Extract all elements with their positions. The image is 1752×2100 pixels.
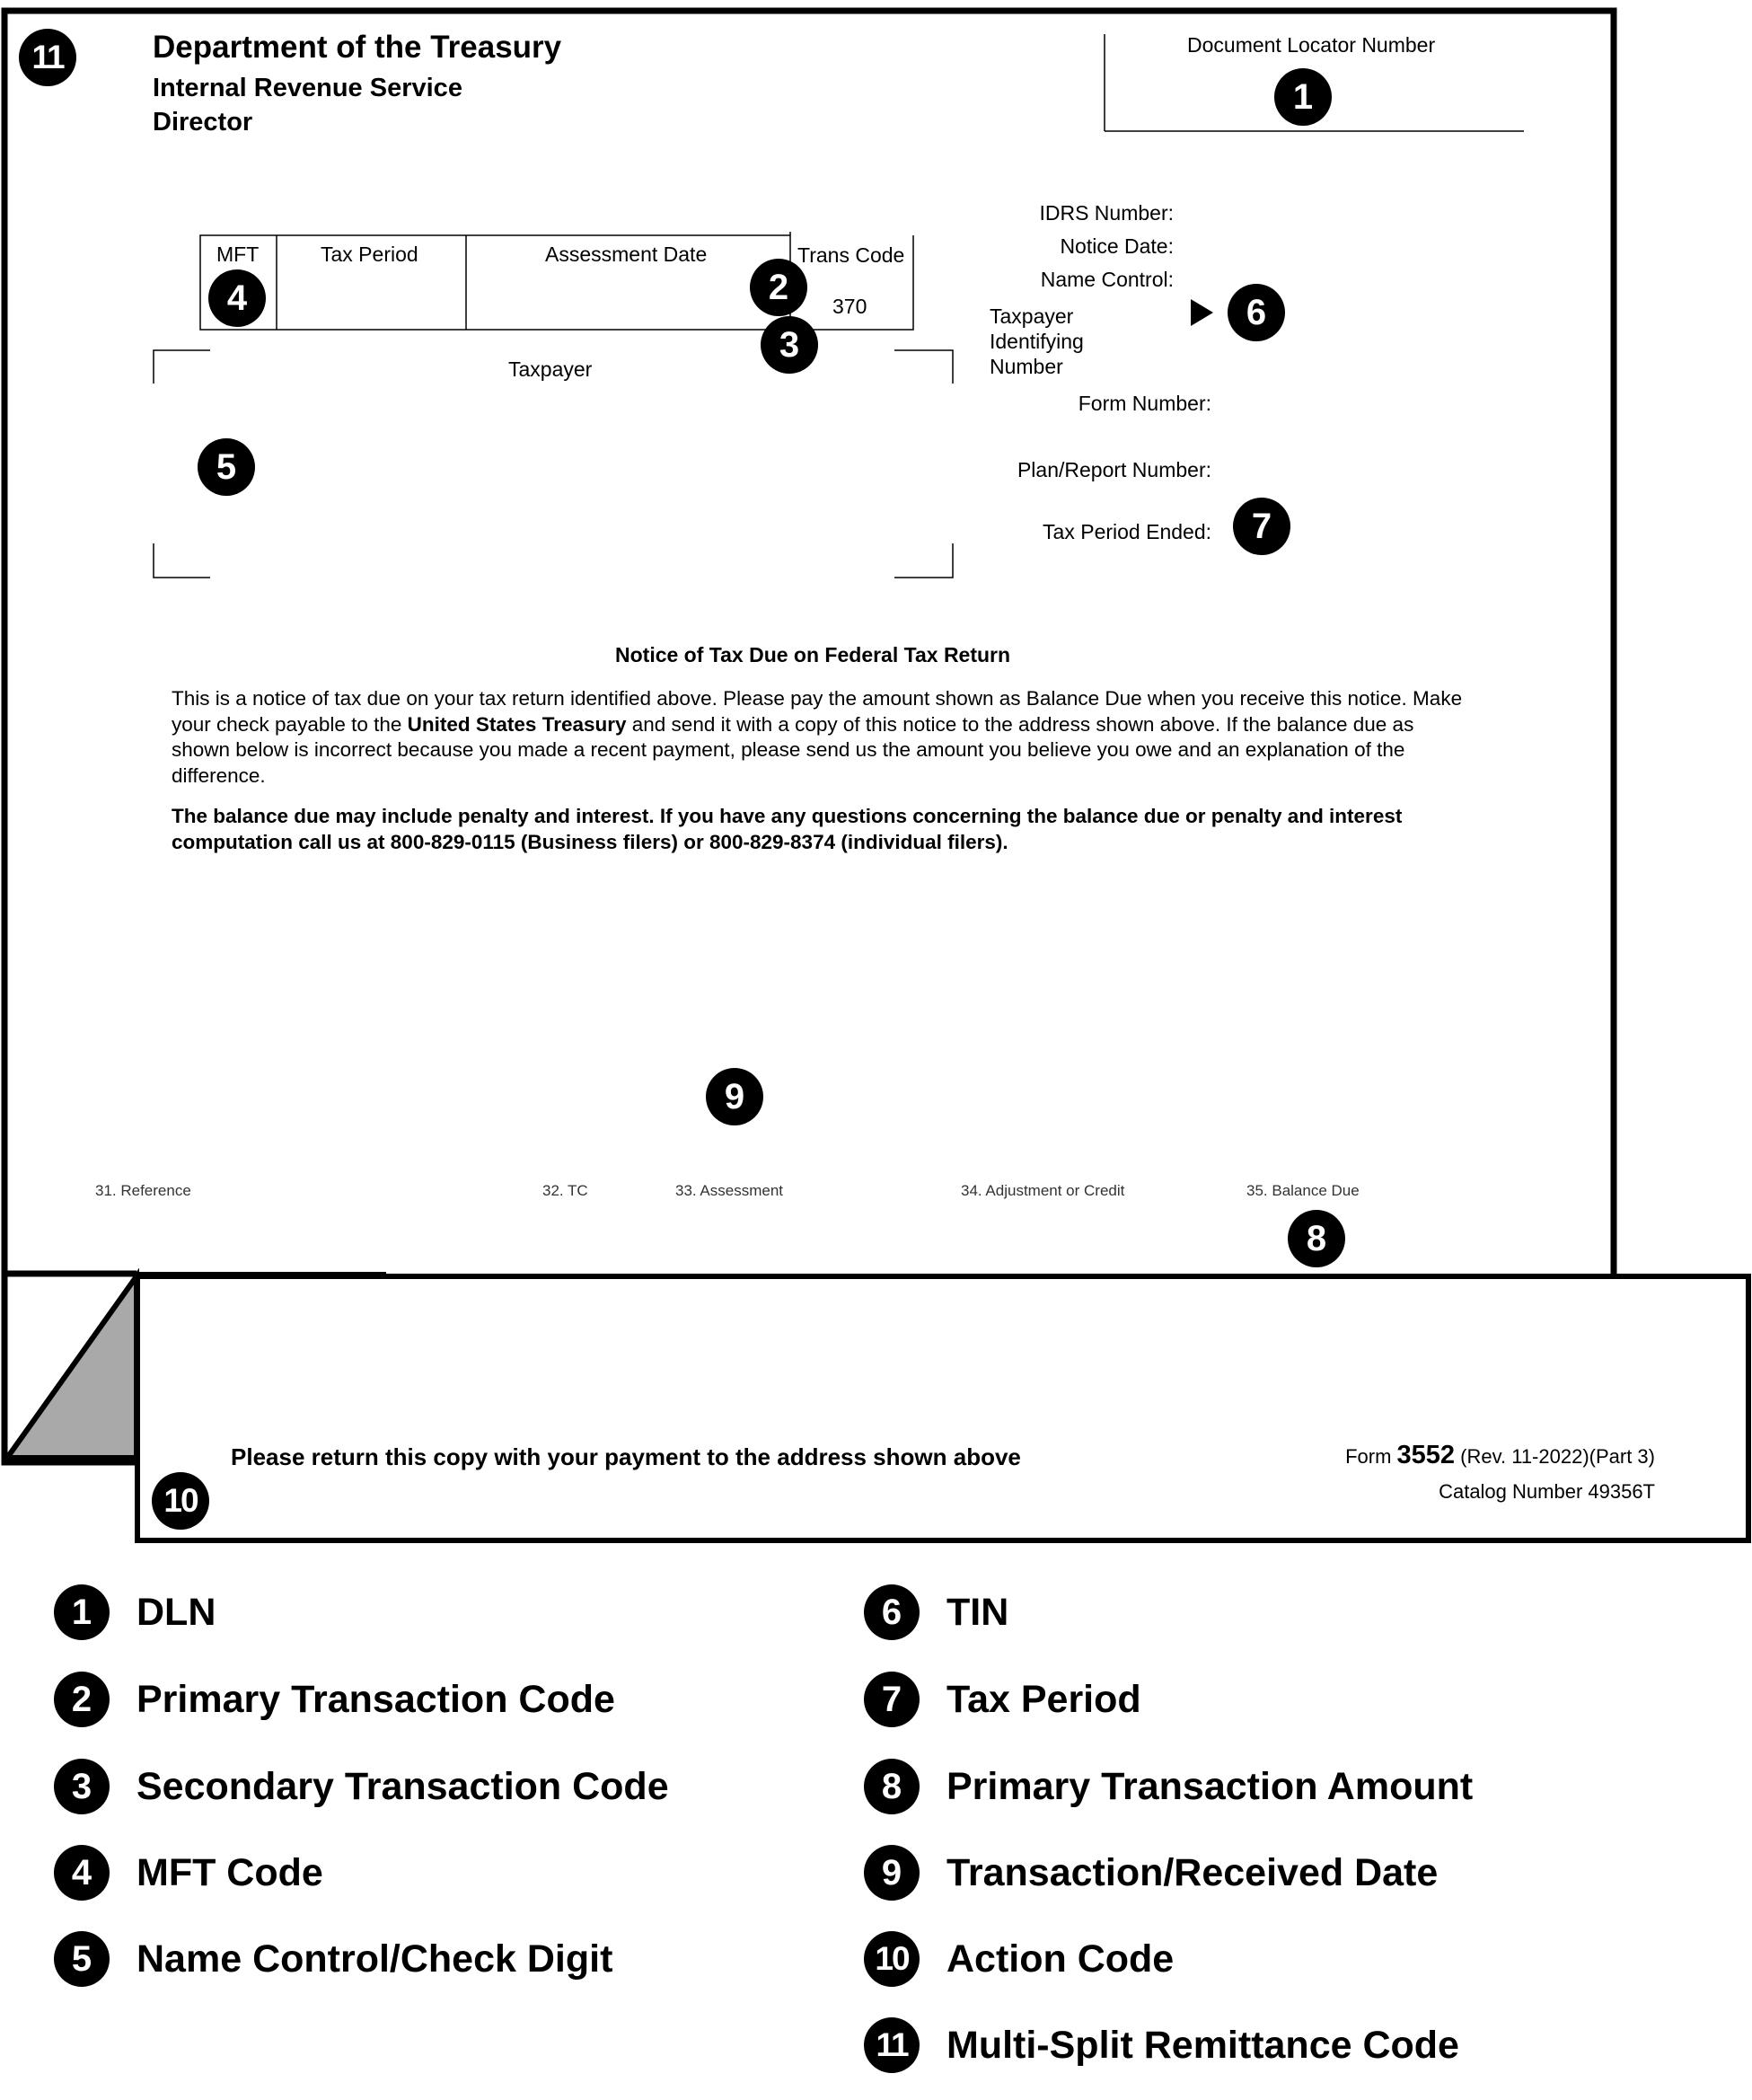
legend-text-11: Multi-Split Remittance Code bbox=[946, 2024, 1459, 2067]
idrs-number-label: IDRS Number: bbox=[1039, 201, 1174, 225]
badge-7: 7 bbox=[1233, 498, 1290, 555]
legend-badge-5: 5 bbox=[54, 1931, 110, 1987]
department-name: Department of the Treasury bbox=[153, 30, 562, 65]
legend-badge-9: 9 bbox=[864, 1845, 920, 1901]
legend-text-5: Name Control/Check Digit bbox=[136, 1937, 613, 1981]
service-name: Internal Revenue Service bbox=[153, 74, 462, 102]
legend-text-2: Primary Transaction Code bbox=[136, 1678, 615, 1721]
badge-10: 10 bbox=[152, 1472, 209, 1530]
form-number-footer: Form 3552 (Rev. 11-2022)(Part 3) bbox=[1345, 1441, 1655, 1469]
badge-2: 2 bbox=[750, 259, 807, 316]
badge-3: 3 bbox=[761, 316, 818, 374]
assessment-date-header: Assessment Date bbox=[545, 243, 708, 266]
legend-text-8: Primary Transaction Amount bbox=[946, 1765, 1474, 1808]
adjustment-column-label: 34. Adjustment or Credit bbox=[961, 1182, 1125, 1199]
tc-column-label: 32. TC bbox=[542, 1182, 588, 1199]
trans-code-header: Trans Code bbox=[797, 243, 905, 267]
badge-9: 9 bbox=[706, 1068, 763, 1125]
badge-5: 5 bbox=[198, 438, 255, 496]
tax-period-ended-label: Tax Period Ended: bbox=[1043, 520, 1211, 543]
notice-date-label: Notice Date: bbox=[1060, 234, 1174, 258]
notice-title: Notice of Tax Due on Federal Tax Return bbox=[615, 643, 1011, 666]
badge-11: 11 bbox=[19, 29, 76, 86]
legend-text-7: Tax Period bbox=[946, 1678, 1141, 1721]
legend-text-3: Secondary Transaction Code bbox=[136, 1765, 669, 1808]
reference-column-label: 31. Reference bbox=[95, 1182, 191, 1199]
taxpayer-label: Taxpayer bbox=[508, 357, 593, 381]
tin-label-line2: Identifying bbox=[990, 330, 1084, 353]
badge-6: 6 bbox=[1228, 284, 1285, 341]
legend-badge-1: 1 bbox=[54, 1584, 110, 1640]
tax-period-header: Tax Period bbox=[321, 243, 418, 266]
legend-text-4: MFT Code bbox=[136, 1851, 323, 1894]
legend-badge-8: 8 bbox=[864, 1759, 920, 1814]
legend-badge-7: 7 bbox=[864, 1672, 920, 1727]
legend-text-1: DLN bbox=[136, 1591, 216, 1634]
trans-code-value: 370 bbox=[832, 295, 867, 318]
legend-text-9: Transaction/Received Date bbox=[946, 1851, 1439, 1894]
balance-due-column-label: 35. Balance Due bbox=[1246, 1182, 1360, 1199]
legend-badge-4: 4 bbox=[54, 1845, 110, 1901]
badge-4: 4 bbox=[208, 269, 266, 327]
badge-8: 8 bbox=[1288, 1210, 1345, 1267]
folded-corner bbox=[7, 1276, 136, 1458]
form-number-label: Form Number: bbox=[1078, 392, 1211, 415]
name-control-label: Name Control: bbox=[1040, 268, 1174, 291]
notice-paragraph-1: This is a notice of tax due on your tax return identified above. Please pay the amount shown as Balance Due when you receive this notice. Make your check payable to the United States Treasury and send it with a copy of this notice to the address shown above. If the balance due as shown below is incorrect because you made a recent payment, please send us the amount you believe you owe and an explanation of the difference. bbox=[172, 687, 1463, 787]
return-instruction: Please return this copy with your payment to the address shown above bbox=[231, 1443, 1021, 1470]
tin-label-line1: Taxpayer bbox=[990, 304, 1074, 328]
legend-text-6: TIN bbox=[946, 1591, 1009, 1634]
legend-badge-11: 11 bbox=[864, 2017, 920, 2073]
legend-text-10: Action Code bbox=[946, 1937, 1175, 1981]
legend-badge-2: 2 bbox=[54, 1672, 110, 1727]
arrow-icon bbox=[1191, 299, 1213, 326]
assessment-column-label: 33. Assessment bbox=[675, 1182, 784, 1199]
director-label: Director bbox=[153, 108, 253, 137]
legend-badge-3: 3 bbox=[54, 1759, 110, 1814]
notice-paragraph-2: The balance due may include penalty and interest. If you have any questions concerning the balance due or penalty and interest computation call us at 800-829-0115 (Business filers) or 800-829-8374 (individual filers). bbox=[172, 805, 1403, 853]
dln-label: Document Locator Number bbox=[1187, 33, 1436, 57]
legend-badge-10: 10 bbox=[864, 1931, 920, 1987]
plan-report-number-label: Plan/Report Number: bbox=[1017, 458, 1211, 481]
mft-header: MFT bbox=[216, 243, 260, 266]
badge-1: 1 bbox=[1274, 68, 1332, 126]
legend-badge-6: 6 bbox=[864, 1584, 920, 1640]
catalog-number: Catalog Number 49356T bbox=[1439, 1480, 1655, 1503]
tin-label-line3: Number bbox=[990, 355, 1063, 378]
